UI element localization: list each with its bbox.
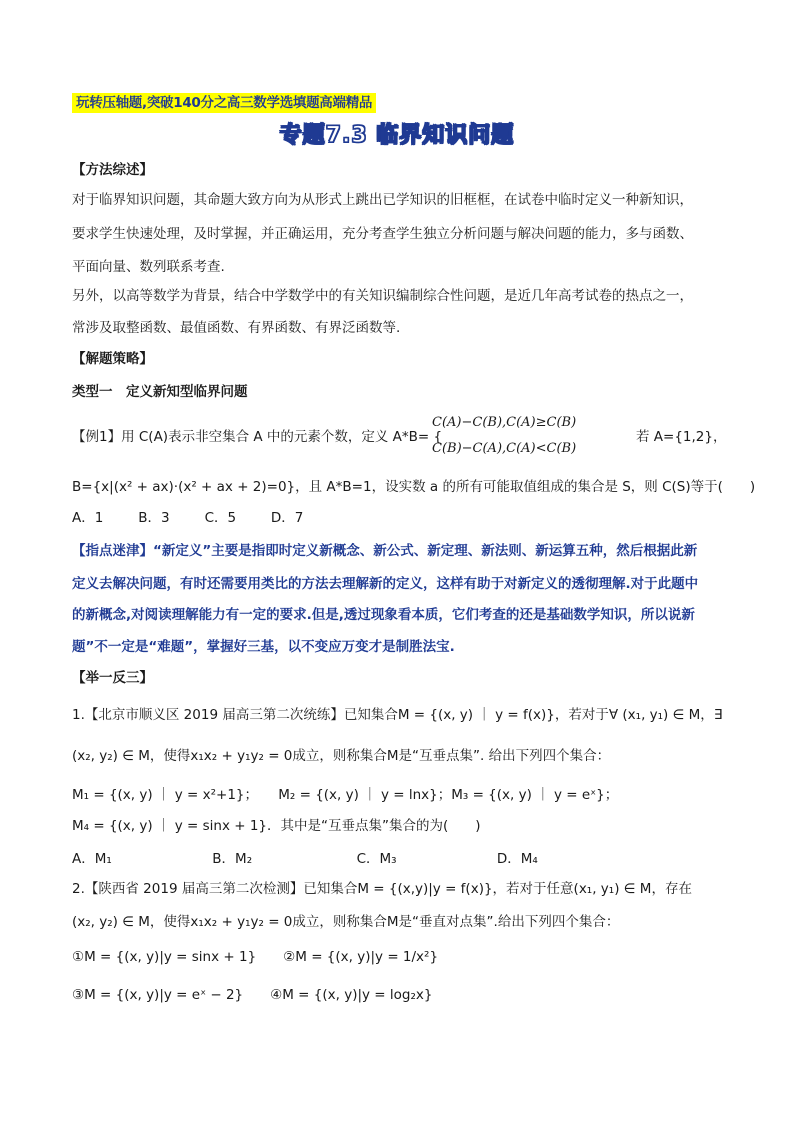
example1-line1-prefix [72,427,442,447]
example1-choices [72,508,303,528]
example1-choice-d: D．7 [270,510,304,526]
q1-line-2: (x₂, y₂) ∈ M，使得x₁x₂ + y₁y₂ = 0成立，则称集合M是“互垂点集”. 给出下列四个集合： [72,748,611,764]
q1-choice-a: A．M₁ [72,851,112,867]
example1-choice-c: C．5 [204,510,237,526]
page-title: 专题7.3 临界知识问题 [279,123,515,148]
tip-line-4: 题”不一定是“难题”，掌握好三基，以不变应万变才是制胜法宝. [72,639,455,655]
q1-choices [72,849,538,869]
strategy-heading: 【解题策略】 [72,351,153,367]
method-heading: 【方法综述】 [72,162,153,178]
q1-choice-b: B．M₂ [212,851,253,867]
tip-line-1: 【指点迷津】“新定义”主要是指即时定义新概念、新公式、新定理、新法则、新运算五种，然后根据此新 [72,543,698,559]
q1-choice-d: D．M₄ [496,851,538,867]
type1-heading: 类型一 定义新知型临界问题 [72,384,248,400]
q1-choice-c: C．M₃ [356,851,397,867]
q2-line-4: ③M = {(x, y)|y = eˣ − 2} ④M = {(x, y)|y = log₂x} [72,987,433,1003]
example1-line1-suffix: 若 A={1,2}， [636,429,727,445]
tip-line-3: 的新概念,对阅读理解能力有一定的要求.但是,透过现象看本质，它们考查的还是基础数学知识，所以说新 [72,607,695,623]
example1-line2: B={x|(x² + ax)·(x² + ax + 2)=0}，且 A*B=1，设实数 a 的所有可能取值组成的集合是 S，则 C(S)等于( ) [72,479,756,495]
series-banner: 玩转压轴题,突破140分之高三数学选填题高端精品 [72,93,376,113]
method-line-2: 要求学生快速处理，及时掌握，并正确运用，充分考查学生独立分析问题与解决问题的能力，多与函数、 [72,226,693,242]
example1-choice-a: A．1 [72,510,104,526]
piecewise-case-1: C(A)−C(B),C(A)≥C(B) [432,415,577,430]
method-line-3: 平面向量、数列联系考查. [72,259,225,275]
method-line-4: 另外，以高等数学为背景，结合中学数学中的有关知识编制综合性问题，是近几年高考试卷的热点之一， [72,288,693,304]
q1-line-4: M₄ = {(x, y) ｜ y = sinx + 1}．其中是“互垂点集”集合的为( ) [72,818,481,834]
tip-line-2: 定义去解决问题，有时还需要用类比的方法去理解新的定义，这样有助于对新定义的透彻理解.对于此题中 [72,576,699,592]
example1-prefix-text: 【例1】用 C(A)表示非空集合 A 中的元素个数，定义 A*B= { [72,429,443,445]
q1-line-3: M₁ = {(x, y) ｜ y = x²+1}； M₂ = {(x, y) ｜ y = lnx}；M₃ = {(x, y) ｜ y = eˣ}； [72,787,619,803]
piecewise-case-2: C(B)−C(A),C(A)<C(B) [432,441,577,456]
method-line-5: 常涉及取整函数、最值函数、有界函数、有界泛函数等. [72,320,401,336]
method-line-1: 对于临界知识问题，其命题大致方向为从形式上跳出已学知识的旧框框，在试卷中临时定义一种新知识， [72,192,693,208]
q2-line-1: 2.【陕西省 2019 届高三第二次检测】已知集合M = {(x,y)|y = f(x)}，若对于任意(x₁, y₁) ∈ M，存在 [72,881,692,897]
practice-heading: 【举一反三】 [72,670,153,686]
example1-choice-b: B．3 [138,510,170,526]
q1-line-1: 1.【北京市顺义区 2019 届高三第二次统练】已知集合M = {(x, y) ｜ y = f(x)}，若对于∀ (x₁, y₁) ∈ M，∃ [72,707,723,723]
q2-line-3: ①M = {(x, y)|y = sinx + 1} ②M = {(x, y)|y = 1/x²} [72,949,439,965]
q2-line-2: (x₂, y₂) ∈ M，使得x₁x₂ + y₁y₂ = 0成立，则称集合M是“垂直对点集”.给出下列四个集合： [72,914,620,930]
